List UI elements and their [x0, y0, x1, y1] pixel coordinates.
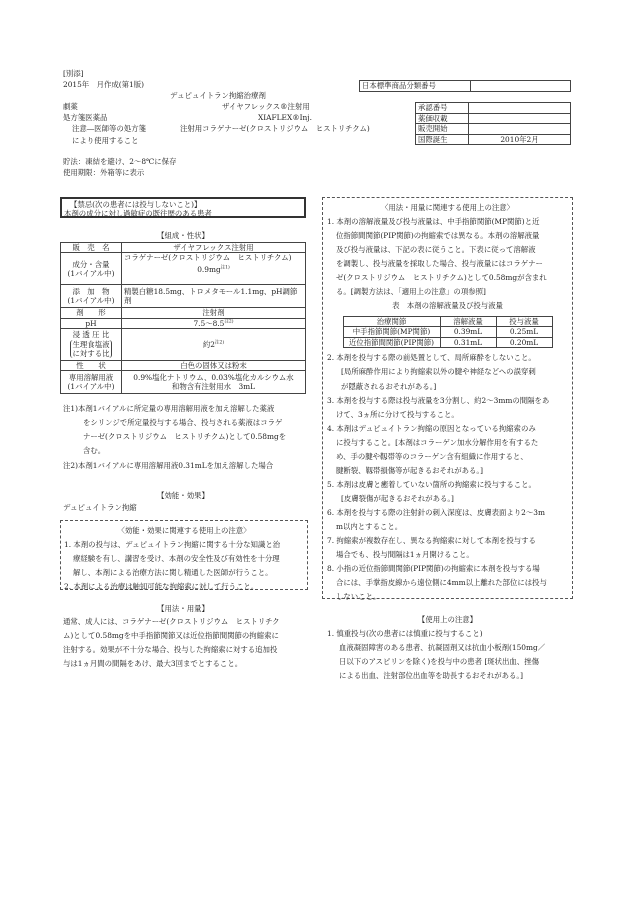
text-line: 日以下のアスピリンを除く)を投与中の患者 [斑状出血、挫傷	[339, 657, 539, 667]
text-line: 血液凝固障害のある患者、抗凝固剤又は抗血小板剤(150mg／	[339, 643, 546, 653]
composition-value-ingredient-amount: 0.9mg	[197, 264, 221, 274]
dosage-precaution-1	[327, 215, 568, 299]
classification-label: 日本標準商品分類番号	[360, 81, 471, 92]
dosage-precautions-box	[322, 197, 573, 602]
text-line: が隠蔽されるおそれがある。]	[341, 381, 437, 391]
indication-precautions-title: 〈効能・効果に関連する使用上の注意〉	[117, 526, 251, 535]
composition-label-solvent-unit: (1バイアル中)	[67, 382, 115, 391]
indication-precaution-1-line: 療経験を有し、講習を受け、本剤の安全性及び有効性を十分理	[73, 554, 280, 564]
composition-label-ingredient: 成分・含量	[72, 259, 110, 269]
classification-box	[359, 80, 571, 92]
regulation-caution-2: により使用すること	[72, 136, 139, 145]
composition-value-solvent: 0.9%塩化ナトリウム、0.03%塩化カルシウム水	[133, 372, 294, 382]
composition-label-form: 剤 形	[61, 308, 122, 318]
dosage-precaution-6	[327, 506, 568, 534]
dose-table-cell: 0.39mL	[440, 327, 496, 338]
regulation-prescription: 処方箋医薬品	[63, 113, 108, 122]
dose-table-cell: 0.25mL	[496, 327, 552, 338]
text-line: 6. 本剤を投与する際の注射針の刺入深度は、皮膚表面より2～3m	[327, 508, 545, 518]
note-1: 注1)本剤1バイアルに所定量の専用溶解用液を加え溶解した薬液	[63, 404, 275, 413]
indication-precaution-2: 2. 本剤による治療は触知可能な拘縮索に対して行うこと。	[64, 582, 259, 592]
storage-info: 貯法：凍結を避け、2～8℃に保存	[63, 157, 177, 166]
generic-name: 注射用コラゲナーゼ(クロストリジウム ヒストリチクム)	[180, 124, 370, 133]
dosage-line: 通常、成人には、コラゲナーゼ(クロストリジウム ヒストリチク	[63, 617, 280, 626]
approval-label: 承認番号	[416, 103, 469, 114]
text-line: 8. 小指の近位指節間関節(PIP関節)の拘縮索に本剤を投与する場	[327, 564, 540, 574]
brand-name-en: XIAFLEX®Inj.	[258, 113, 312, 122]
brand-name-jp: ザイヤフレックス®注射用	[222, 102, 310, 111]
dose-table-title: 表 本剤の溶解液量及び投与液量	[392, 301, 503, 311]
dose-table-header: 治療関節	[343, 316, 440, 327]
footnote-ref-1: 注1)	[220, 265, 230, 271]
classification-value	[471, 81, 571, 92]
composition-label-additive-unit: (1バイアル中)	[67, 296, 115, 306]
composition-label-product: 販 売 名	[61, 243, 122, 253]
text-line: しないこと。	[336, 592, 381, 602]
usage-precaution-1: 1. 慎重投与(次の患者には慎重に投与すること)	[327, 629, 483, 638]
composition-value-osmotic: 約2	[202, 339, 215, 349]
composition-value-form: 注射剤	[122, 308, 306, 318]
text-line: 4. 本剤はデュピュイトラン拘縮の原因となっている拘縮索のみ	[327, 423, 536, 433]
indication-precautions-box	[60, 520, 308, 590]
text-line: る。[調製方法は、「適用上の注意」の項参照]	[336, 287, 486, 297]
indication-precaution-1: 1. 本剤の投与は、デュピュイトラン拘縮に関する十分な知識と治	[64, 540, 281, 550]
text-line: 及び投与液量は、下記の表に従うこと。下表に従って溶解液	[336, 245, 536, 255]
dosage-precaution-8	[327, 562, 568, 604]
text-line: による出血、注射部位出血等を助長するおそれがある。]	[339, 671, 523, 681]
dosage-precaution-3	[327, 394, 568, 422]
note-2: 注2)本剤1バイアルに専用溶解用液0.31mLを加え溶解した場合	[63, 461, 274, 471]
approval-table	[415, 102, 571, 145]
expiry-info: 使用期限：外箱等に表示	[63, 168, 145, 177]
composition-value-ph: 7.5～8.5	[193, 318, 225, 328]
text-line: め、手の腱や靱帯等のコラーゲン含有組織に作用すると、	[336, 451, 528, 461]
dose-table-header: 溶解液量	[440, 316, 496, 327]
dosage-text	[63, 615, 280, 671]
composition-value-property: 白色の固体又は粉末	[122, 360, 306, 370]
approval-value	[469, 103, 571, 114]
text-line: に投与すること。[本剤はコラーゲン加水分解作用を有するた	[336, 437, 539, 447]
usage-precautions-title: 【使用上の注意】	[417, 615, 478, 624]
composition-value-ingredient: コラゲナーゼ(クロストリジウム ヒストリチクム)	[124, 253, 292, 263]
appendix-label: [別添]	[63, 69, 84, 78]
composition-notes	[63, 402, 308, 473]
text-line: [局所麻酔作用により拘縮索以外の腱や神経などへの誤穿刺	[341, 367, 536, 377]
text-line: 腱断裂、靱帯損傷等が起きるおそれがある。]	[336, 465, 483, 475]
note-1-line: ナーゼ(クロストリジウム ヒストリチクム)として0.58mgを	[83, 432, 287, 442]
composition-label-osmotic-ref-2: に対する比	[72, 348, 110, 358]
text-line: 1. 本剤の溶解液量及び投与液量は、中手指節関節(MP関節)と近	[327, 217, 540, 227]
composition-label-solvent: 専用溶解用液	[68, 372, 114, 382]
composition-value-solvent-2: 和物含有注射用水 3mL	[171, 382, 256, 391]
created-date: 2015年 月作成(第1版)	[63, 80, 145, 89]
text-line: 5. 本剤は皮膚と癒着していない箇所の拘縮索に投与すること。	[327, 479, 536, 489]
contraindication-text: 本剤の成分に対し過敏症の既往歴のある患者	[64, 209, 212, 219]
approval-value	[469, 124, 571, 135]
footnote-ref-2: 注2)	[224, 319, 234, 325]
indications-text: デュピュイトラン拘縮	[63, 503, 137, 512]
text-line: 7. 拘縮索が複数存在し、異なる拘縮索に対して本剤を投与する	[327, 536, 536, 546]
text-line: 位指節間関節(PIP関節)の拘縮索では異なる。本剤の溶解液量	[336, 231, 540, 241]
product-subtitle: デュピュイトラン拘縮治療剤	[170, 91, 266, 100]
composition-table	[60, 242, 306, 394]
note-1-line: をシリンジで所定量投与する場合、投与される薬液はコラゲ	[83, 418, 283, 428]
regulation-caution: 注意―医師等の処方箋	[72, 124, 146, 133]
approval-value	[469, 113, 571, 124]
regulation-deleterious: 劇薬	[63, 102, 78, 111]
composition-label-ph: pH	[61, 318, 122, 328]
dosage-line: 注射する。効果が不十分な場合、投与した拘縮索に対する追加投	[63, 645, 278, 655]
dosage-precautions-title: 〈用法・用量に関連する使用上の注意〉	[380, 203, 515, 212]
dosage-title: 【用法・用量】	[157, 604, 209, 613]
dosage-precaution-7	[327, 534, 568, 562]
indication-precaution-1-line: 解し、本剤による治療方法に関し精通した医師が行うこと。	[73, 568, 273, 578]
contraindication-box	[60, 197, 306, 218]
composition-title: 【組成・性状】	[157, 231, 209, 240]
dose-table-header: 投与液量	[496, 316, 552, 327]
composition-label-property: 性 状	[61, 360, 122, 370]
dosage-precaution-2	[327, 351, 568, 393]
approval-label: 薬価収載	[416, 113, 469, 124]
text-line: m以内とすること。	[336, 522, 403, 532]
contraindication-title: 【禁忌(次の患者には投与しないこと)】	[70, 200, 202, 209]
dosage-precaution-5	[327, 478, 568, 506]
text-line: 3. 本剤を投与する際は投与液量を3分割し、約2～3mmの間隔をあ	[327, 395, 550, 405]
dosage-line: ム)として0.58mgを中手指節関節又は近位指節間関節の拘縮索に	[63, 631, 279, 641]
composition-label-additive: 添 加 物	[72, 287, 110, 296]
text-line: 合には、手掌指皮線から遠位側に4mm以上離れた部位には投与	[336, 578, 547, 588]
usage-precautions	[327, 627, 545, 683]
dose-table	[343, 316, 553, 349]
dosage-precaution-4	[327, 422, 568, 478]
composition-value-product: ザイヤフレックス注射用	[122, 243, 306, 253]
note-1-line: 含む。	[83, 446, 106, 456]
approval-value: 2010年2月	[469, 134, 571, 145]
footnote-ref-2b: 注2)	[214, 340, 225, 346]
approval-label: 販売開始	[416, 124, 469, 135]
approval-label: 国際誕生	[416, 134, 469, 145]
text-line: けて、3ヵ所に分けて投与すること。	[336, 409, 459, 419]
dose-table-cell: 0.31mL	[440, 337, 496, 348]
composition-label-osmotic: 浸 透 圧 比	[72, 330, 110, 340]
text-line: [皮膚裂傷が起きるおそれがある。]	[341, 494, 454, 503]
composition-label-ingredient-unit: (1バイアル中)	[67, 268, 115, 278]
dosage-line: 与は1ヵ月間の間隔をあけ、最大3回までとすること。	[63, 659, 243, 669]
text-line: 場合でも、投与間隔は1ヵ月開けること。	[336, 550, 474, 560]
text-line: を調製し、投与液量を採取した場合、投与液量にはコラゲナー	[336, 259, 543, 269]
indications-title: 【効能・効果】	[157, 491, 209, 500]
dose-table-cell: 中手指節関節(MP関節)	[343, 327, 440, 338]
text-line: ゼ(クロストリジウム ヒストリチクム)として0.58mgが含まれ	[336, 273, 547, 283]
dose-table-cell: 近位指節間関節(PIP関節)	[343, 337, 440, 348]
composition-label-osmotic-ref: 生理食塩液	[72, 339, 110, 349]
composition-value-additive: 精製白糖18.5mg、トロメタモール1.1mg、pH調節剤	[122, 285, 306, 308]
text-line: 2. 本剤を投与する際の前処置として、局所麻酔をしないこと。	[327, 353, 536, 363]
dose-table-cell: 0.20mL	[496, 337, 552, 348]
